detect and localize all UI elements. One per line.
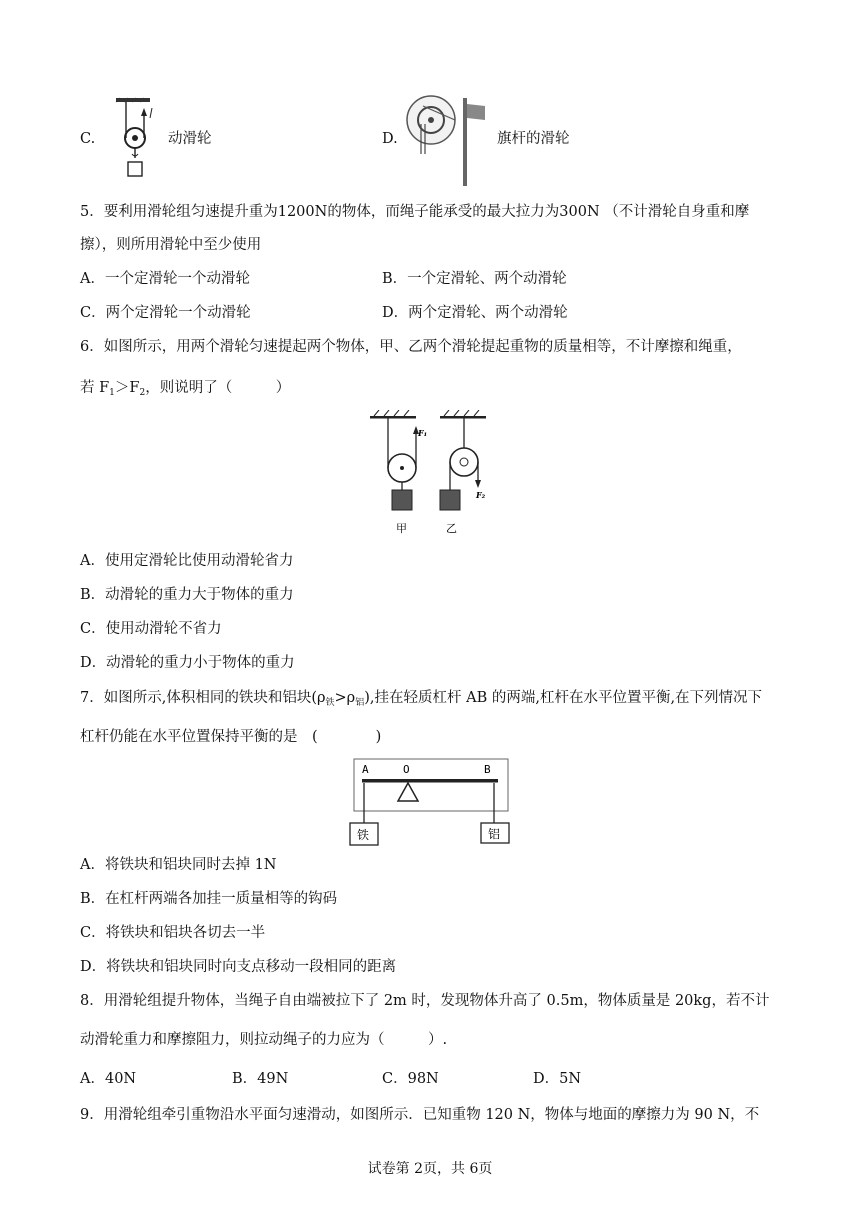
q5-option-b: B．一个定滑轮、两个动滑轮 — [382, 271, 567, 287]
movable-pulley-figure — [112, 96, 156, 186]
q7-option-b: B．在杠杆两端各加挂一质量相等的钩码 — [80, 891, 338, 907]
q6-option-a: A．使用定滑轮比使用动滑轮省力 — [80, 553, 294, 569]
q4-option-d-label: 旗杆的滑轮 — [497, 131, 570, 147]
two-pulleys-figure — [368, 410, 498, 540]
lever-figure — [348, 757, 514, 849]
q5-option-c: C．两个定滑轮一个动滑轮 — [80, 305, 251, 321]
q6-stem-line2: 若 $F_1>F_2$，则说明了（ ） — [80, 380, 291, 398]
q6-stem-line1: 6．如图所示，用两个滑轮匀速提起两个物体，甲、乙两个滑轮提起重物的质量相等，不计摩擦和绳重， — [80, 339, 742, 355]
aluminum-block-label: 铝 — [488, 827, 501, 841]
f1-label: F₁ — [418, 428, 428, 438]
q6-option-d: D．动滑轮的重力小于物体的重力 — [80, 655, 295, 671]
q8-option-c: C．98N — [382, 1071, 439, 1087]
point-a-label: A — [362, 763, 369, 776]
q7-option-d: D．将铁块和铝块同时向支点移动一段相同的距离 — [80, 959, 397, 975]
q8-option-d: D．5N — [533, 1071, 582, 1087]
q4-option-c-label: 动滑轮 — [168, 131, 212, 147]
iron-block-label: 铁 — [357, 828, 370, 842]
jia-label: 甲 — [396, 522, 407, 535]
q8-stem-line1: 8．用滑轮组提升物体，当绳子自由端被拉下了 2m 时，发现物体升高了 0.5m，物体质量是 20kg，若不计 — [80, 993, 770, 1009]
page-footer: 试卷第 2页，共 6页 — [367, 1161, 493, 1177]
flagpole-pulley-figure — [405, 94, 485, 186]
q7-option-c: C．将铁块和铝块各切去一半 — [80, 925, 266, 941]
q8-option-b: B．49N — [232, 1071, 289, 1087]
q4-option-c-letter: C. — [80, 131, 96, 147]
q8-option-a: A．40N — [80, 1071, 137, 1087]
point-b-label: B — [484, 763, 491, 776]
f2-label: F₂ — [476, 490, 486, 500]
q7-option-a: A．将铁块和铝块同时去掉 1N — [80, 857, 277, 873]
q5-option-d: D．两个定滑轮、两个动滑轮 — [382, 305, 568, 321]
q7-stem-line1: 7．如图所示,体积相同的铁块和铝块$(\rho_铁>\rho_铝)$,挂在轻质杠杆 AB 的两端,杠杆在水平位置平衡,在下列情况下 — [80, 690, 763, 708]
q6-option-b: B．动滑轮的重力大于物体的重力 — [80, 587, 294, 603]
q5-option-a: A．一个定滑轮一个动滑轮 — [80, 271, 250, 287]
q9-stem-line1: 9．用滑轮组牵引重物沿水平面匀速滑动，如图所示．已知重物 120 N，物体与地面的摩擦力为 90 N，不 — [80, 1107, 760, 1123]
q5-stem-line1: 5．要利用滑轮组匀速提升重为1200N的物体，而绳子能承受的最大拉力为300N （不计滑轮自身重和摩 — [80, 204, 750, 220]
q6-option-c: C．使用动滑轮不省力 — [80, 621, 222, 637]
q5-stem-line2: 擦），则所用滑轮中至少使用 — [80, 237, 262, 253]
q7-stem-line2: 杠杆仍能在水平位置保持平衡的是 ( ) — [80, 729, 382, 745]
q4-option-d-letter: D. — [382, 131, 398, 147]
point-o-label: O — [403, 763, 410, 776]
yi-label: 乙 — [446, 522, 457, 535]
q8-stem-line2: 动滑轮重力和摩擦阻力，则拉动绳子的力应为（ ）. — [80, 1032, 448, 1048]
